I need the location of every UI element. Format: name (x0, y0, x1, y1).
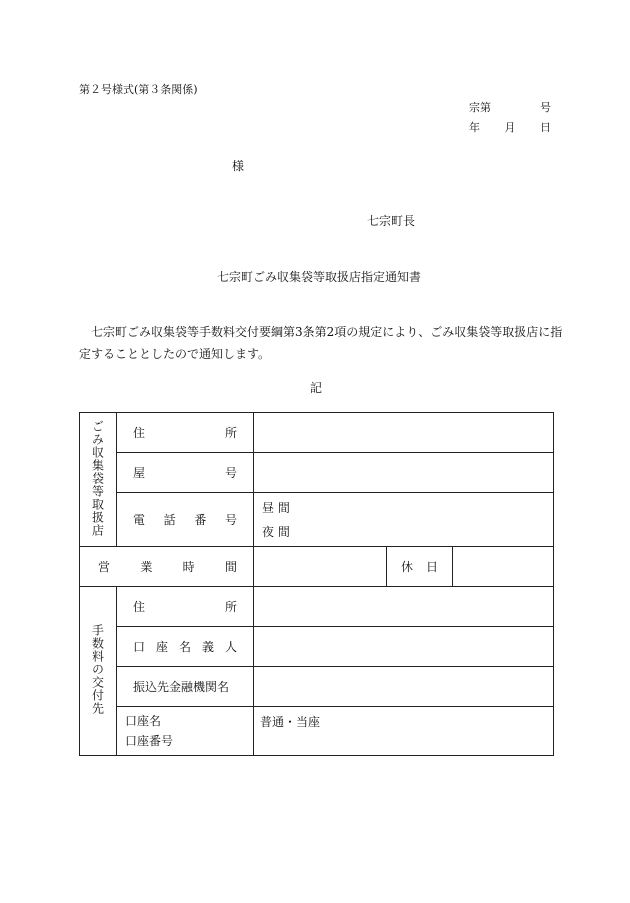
phone-label-char: 話 (163, 513, 176, 527)
account-holder-label-char: 座 (155, 640, 168, 654)
fee-group-label-cell (80, 587, 117, 756)
designation-table (79, 412, 554, 756)
store-group-label-cell (80, 413, 117, 547)
account-label-cell (117, 707, 254, 756)
fee-address-label-cell (117, 587, 254, 627)
account-field[interactable] (254, 707, 554, 756)
shop-name-label-char: 屋 (133, 466, 146, 480)
hours-label-char: 業 (140, 560, 153, 574)
bank-label: 振込先金融機関名 (133, 680, 230, 694)
bank-label-cell (117, 667, 254, 707)
phone-label-char: 番 (194, 513, 207, 527)
fee-address-field[interactable] (254, 587, 554, 627)
body-line-2: 定することとしたので通知します。 (79, 347, 271, 361)
holiday-field[interactable] (453, 547, 554, 587)
table-row (80, 587, 554, 627)
issue-date (469, 119, 551, 135)
fee-address-label-char: 所 (224, 600, 237, 614)
hours-label-char: 間 (224, 560, 237, 574)
reference-number (469, 99, 551, 115)
date-year: 年 (469, 121, 480, 134)
shop-name-label-cell (117, 453, 254, 493)
table-row (80, 707, 554, 756)
table-row (80, 413, 554, 453)
table-row (80, 627, 554, 667)
hours-field[interactable] (254, 547, 387, 587)
address-field[interactable] (254, 413, 554, 453)
hours-label-cell (80, 547, 254, 587)
account-number-label: 口座番号 (125, 734, 174, 748)
phone-field[interactable] (254, 493, 554, 547)
account-holder-label-char: 口 (133, 640, 146, 654)
fee-group-label: 手数料の交付先 (90, 624, 105, 715)
shop-name-field[interactable] (254, 453, 554, 493)
table-row (80, 547, 554, 587)
date-month: 月 (504, 121, 516, 134)
table-row (80, 453, 554, 493)
shop-name-label-char: 号 (224, 466, 237, 480)
phone-label-char: 号 (224, 513, 237, 527)
phone-label-cell (117, 493, 254, 547)
date-day: 日 (540, 121, 551, 134)
addressee: 様 (232, 159, 245, 173)
address-label-char: 所 (224, 426, 237, 440)
account-holder-label-char: 名 (178, 640, 191, 654)
store-group-label: ごみ収集袋等取扱店 (90, 419, 105, 537)
table-row (80, 493, 554, 547)
bank-field[interactable] (254, 667, 554, 707)
address-label-char: 住 (133, 426, 146, 440)
holiday-label-char: 日 (425, 560, 438, 574)
holiday-label-char: 休 (401, 560, 414, 574)
reference-prefix: 宗第 (469, 101, 491, 114)
hours-label-char: 営 (98, 560, 111, 574)
document-title: 七宗町ごみ収集袋等取扱店指定通知書 (217, 270, 422, 284)
body-text (79, 321, 563, 365)
account-type-value: 普通・当座 (260, 715, 321, 729)
sender: 七宗町長 (367, 214, 416, 228)
reference-suffix: 号 (540, 101, 551, 114)
account-name-label: 口座名 (125, 714, 162, 728)
address-label-cell (117, 413, 254, 453)
phone-day-label: 昼 間 (262, 500, 290, 515)
table-row (80, 667, 554, 707)
account-holder-label-char: 人 (224, 640, 237, 654)
body-line-1: 七宗町ごみ収集袋等手数料交付要綱第3条第2項の規定により、ごみ収集袋等取扱店に指 (91, 325, 563, 339)
phone-label-char: 電 (133, 513, 146, 527)
account-holder-label-cell (117, 627, 254, 667)
holiday-label-cell (387, 547, 453, 587)
hours-label-char: 時 (182, 560, 195, 574)
account-holder-label-char: 義 (201, 640, 214, 654)
form-number: 第２号様式(第３条関係) (79, 83, 198, 96)
fee-address-label-char: 住 (133, 600, 146, 614)
account-holder-field[interactable] (254, 627, 554, 667)
ki-heading: 記 (310, 381, 323, 395)
phone-night-label: 夜 間 (262, 524, 290, 539)
